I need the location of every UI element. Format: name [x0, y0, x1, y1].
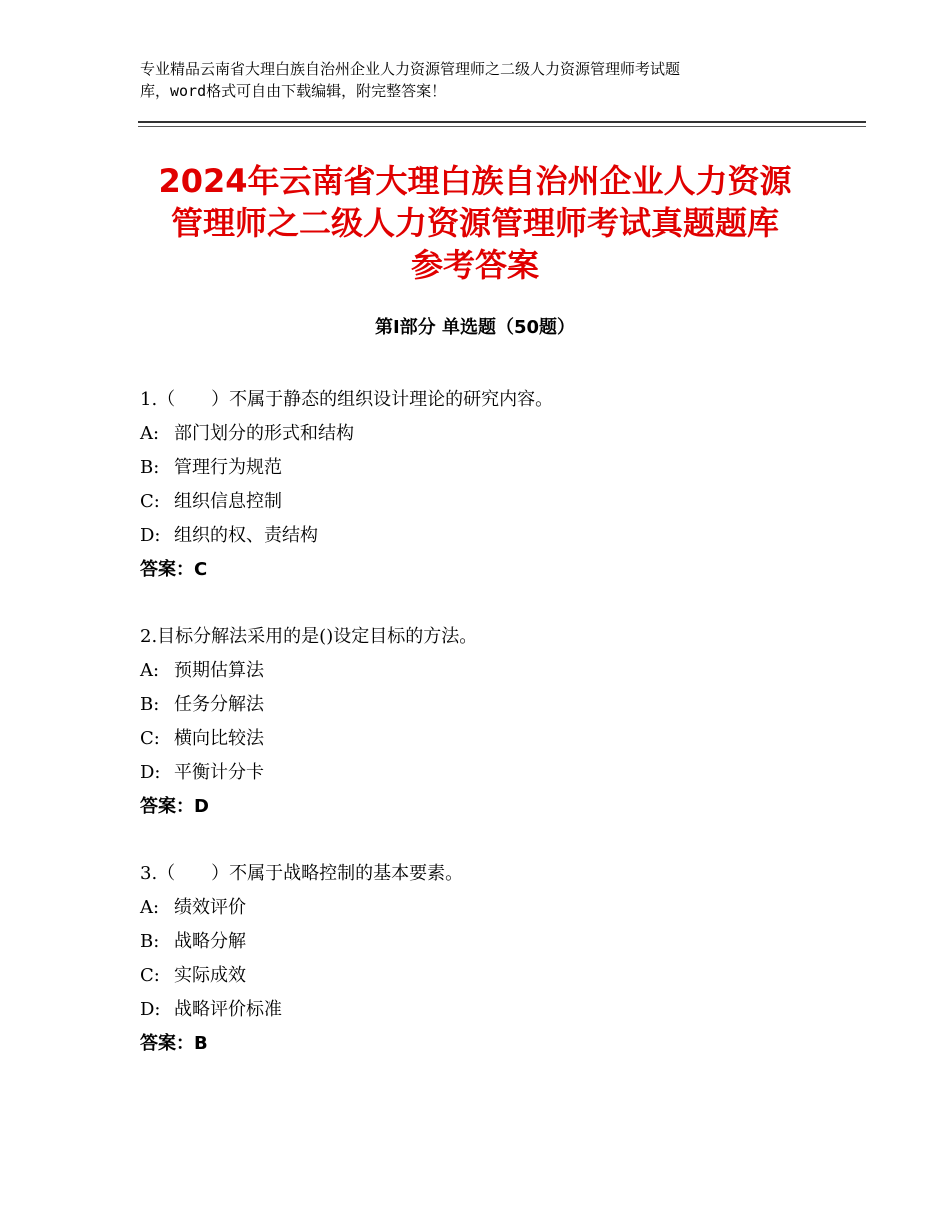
- option-label: A:: [140, 897, 160, 918]
- answer-option: [140, 925, 840, 959]
- document-title-line: 参考答案: [410, 246, 539, 284]
- question-stem: 2.目标分解法采用的是()设定目标的方法。: [140, 626, 478, 647]
- option-text: 预期估算法: [174, 660, 264, 681]
- question-item: [140, 620, 840, 824]
- answer-option: [140, 654, 840, 688]
- option-text: 战略评价标准: [174, 999, 282, 1020]
- document-title-line: 2024年云南省大理白族自治州企业人力资源: [158, 162, 792, 200]
- option-label: C:: [140, 965, 160, 986]
- option-label: A:: [140, 423, 160, 444]
- answer-option: [140, 959, 840, 993]
- question-stem: 1.（ ）不属于静态的组织设计理论的研究内容。: [140, 389, 554, 410]
- header-divider: [138, 121, 866, 123]
- question-item: [140, 857, 840, 1061]
- header-divider: [138, 126, 866, 127]
- answer-option: [140, 722, 840, 756]
- question-list: [140, 383, 840, 1094]
- option-label: D:: [140, 762, 161, 783]
- answer-option: [140, 891, 840, 925]
- option-text: 任务分解法: [174, 694, 264, 715]
- option-text: 管理行为规范: [174, 457, 282, 478]
- header-note-line: 库，word格式可自由下载编辑，附完整答案！: [140, 82, 447, 100]
- question-stem: 3.（ ）不属于战略控制的基本要素。: [140, 863, 464, 884]
- answer-option: [140, 688, 840, 722]
- header-note: [140, 58, 830, 102]
- answer-option: [140, 417, 840, 451]
- document-title: [100, 160, 850, 286]
- answer-option: [140, 519, 840, 553]
- option-text: 平衡计分卡: [174, 762, 264, 783]
- header-note-line: 专业精品云南省大理白族自治州企业人力资源管理师之二级人力资源管理师考试题: [140, 60, 681, 78]
- option-label: C:: [140, 728, 160, 749]
- question-item: [140, 383, 840, 587]
- option-text: 横向比较法: [174, 728, 264, 749]
- option-label: D:: [140, 999, 161, 1020]
- answer-key: 答案：B: [140, 1033, 208, 1054]
- answer-option: [140, 756, 840, 790]
- answer-key: 答案：C: [140, 559, 208, 580]
- option-text: 部门划分的形式和结构: [174, 423, 354, 444]
- option-label: C:: [140, 491, 160, 512]
- option-label: B:: [140, 931, 160, 952]
- answer-option: [140, 485, 840, 519]
- option-text: 组织信息控制: [174, 491, 282, 512]
- option-text: 绩效评价: [174, 897, 246, 918]
- option-text: 战略分解: [174, 931, 246, 952]
- answer-key: 答案：D: [140, 796, 209, 817]
- option-label: B:: [140, 457, 160, 478]
- document-title-line: 管理师之二级人力资源管理师考试真题题库: [170, 204, 779, 242]
- option-label: A:: [140, 660, 160, 681]
- answer-option: [140, 451, 840, 485]
- section-heading: 第Ⅰ部分 单选题（50题）: [374, 317, 575, 338]
- option-text: 组织的权、责结构: [174, 525, 318, 546]
- option-label: D:: [140, 525, 161, 546]
- option-text: 实际成效: [174, 965, 246, 986]
- option-label: B:: [140, 694, 160, 715]
- answer-option: [140, 993, 840, 1027]
